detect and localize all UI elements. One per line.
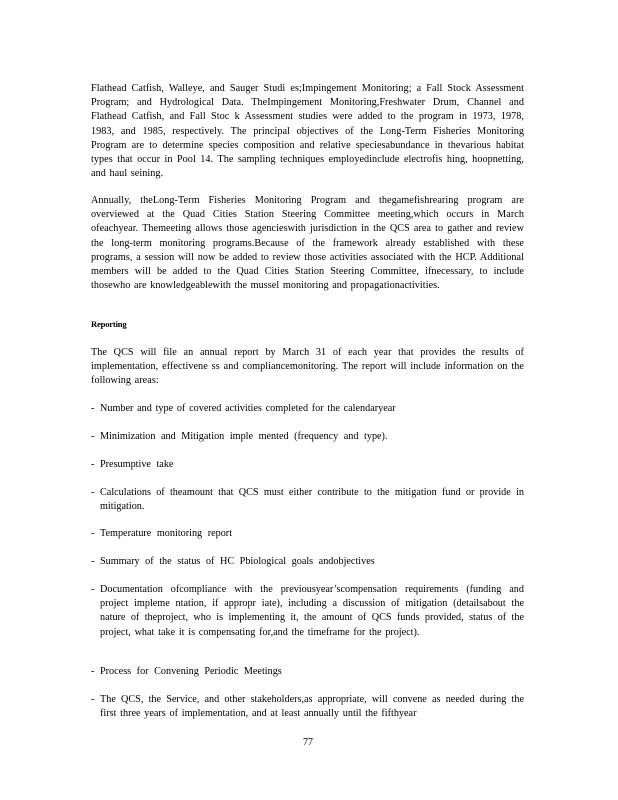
list-item	[91, 486, 524, 514]
bullet-dash: -	[91, 528, 95, 539]
list-item-text: The QCS, the Service, and other stakeholders,as appropriate, will convene as needed during the first three years of implementation, and at least annually until the fifthyear	[100, 694, 524, 720]
bullet-dash: -	[91, 459, 95, 470]
page-number: 77	[303, 737, 313, 748]
paragraph-program-history: Flathead Catfish, Walleye, and Sauger Studi es;Impingement Monitoring; a Fall Stock Assessment Program; and Hydrological Data. TheImpingement Monitoring,Freshwater Drum, Channel and Flathead Catfish, and Fall Stoc k Assessment studies were added to the program in 1973, 1978, 1983, and 1985, respectively. The principal objectives of the Long-Term Fisheries Monitoring Program are to determine species composition and relative speciesabundance in thevarious habitat types that occur in Pool 14. The sampling techniques employedinclude electrofis hing, hoopnetting, and haul seining.	[91, 83, 524, 180]
list-item	[91, 583, 524, 640]
list-item-text: Documentation ofcompliance with the previousyear’scompensation requirements (funding and project impleme ntation, if appropr iate), including a discussion of mitigation (detailsabout the nature of theproject, who is implementing it, the amount of QCS funds provided, status of the project, what take it is compensating for,and the timeframe for the project).	[100, 584, 524, 638]
list-item-text: Summary of the status of HC Pbiological goals andobjectives	[100, 556, 375, 567]
paragraph-annual-overview: Annually, theLong-Term Fisheries Monitoring Program and thegamefishrearing program are overviewed at the Quad Cities Station Steering Committee meeting,which occurs in March ofeachyear. Themeeting allows those agencieswith jurisdiction in the QCS area to gather and review the long-term monitoring programs.Because of the framework already established with these programs, a session will now be added to review those activities associated with the HCP. Additional members will be added to the Quad Cities Station Steering Committee, ifnecessary, to include thosewho are knowledgeablewith the mussel monitoring and propagationactivities.	[91, 195, 524, 292]
list-item-text: Presumptive take	[100, 459, 174, 470]
list-item	[91, 665, 524, 679]
list-item	[91, 458, 524, 472]
list-item-text: Number and type of covered activities completed for the calendaryear	[100, 403, 396, 414]
paragraph-annual-report: The QCS will file an annual report by March 31 of each year that provides the results of implementation, effectivene ss and compliancemonitoring. The report will include information on the following areas:	[91, 347, 524, 387]
list-item-text: Process for Convening Periodic Meetings	[100, 666, 282, 677]
bullet-dash: -	[91, 403, 95, 414]
list-item-text: Calculations of theamount that QCS must either contribute to the mitigation fund or provide in mitigation.	[100, 487, 524, 513]
list-item	[91, 693, 524, 721]
bullet-dash: -	[91, 487, 95, 498]
bullet-dash: -	[91, 584, 95, 595]
list-item-text: Minimization and Mitigation imple mented (frequency and type).	[100, 431, 388, 442]
list-item	[91, 430, 524, 444]
bullet-dash: -	[91, 431, 95, 442]
bullet-dash: -	[91, 556, 95, 567]
bullet-dash: -	[91, 666, 95, 677]
bullet-dash: -	[91, 694, 95, 705]
section-heading-reporting: Reporting	[91, 319, 127, 329]
list-item	[91, 527, 524, 541]
list-item	[91, 402, 524, 416]
list-item	[91, 555, 524, 569]
list-item-text: Temperature monitoring report	[100, 528, 233, 539]
